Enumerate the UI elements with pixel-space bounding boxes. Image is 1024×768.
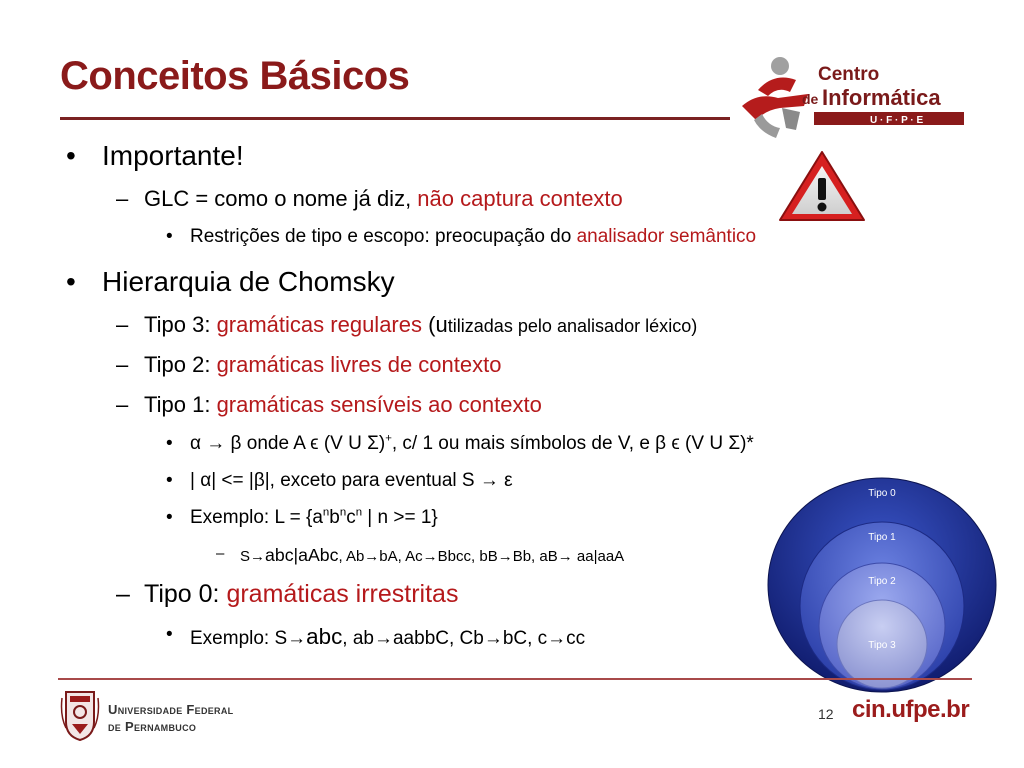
bullet-dot: • [66,140,76,171]
bullet-dot: • [166,226,173,247]
dash: – [116,580,130,608]
text-segment: Exemplo: S→ [190,628,307,649]
bullet-dot: • [66,266,76,297]
label-tipo0: Tipo 0 [868,488,896,499]
subsubbullet-text [190,624,585,650]
highlight-text: gramáticas irrestritas [226,580,459,608]
university-line1: Universidade Federal [108,702,234,717]
cin-logo-line3: U · F · P · E [870,115,924,126]
text-segment: Tipo 3: [144,312,217,337]
title-divider [60,117,730,120]
dash: – [116,392,129,417]
university-name [108,701,233,735]
text-segment: (u [422,312,448,337]
superscript: n [355,506,363,519]
text-segment: c [346,507,356,528]
highlight-text: gramáticas livres de contexto [216,352,502,377]
text-segment: abc [306,624,343,649]
dash: – [116,186,129,211]
dash: – [116,352,129,377]
bullet-dot: • [166,507,173,528]
label-tipo3: Tipo 3 [868,640,896,651]
cin-logo-figure-icon [742,57,808,138]
bullet-text: Hierarquia de Chomsky [102,266,395,297]
subbullet-text [144,352,501,378]
cin-logo-line2: Informática [822,85,941,110]
highlight-text: não captura contexto [417,186,623,211]
text-segment: , c/ 1 ou mais símbolos de V, e β ϵ (V U Σ)* [391,433,754,454]
label-tipo1: Tipo 1 [868,532,896,543]
chomsky-hierarchy-diagram [766,476,1002,698]
superscript: n [322,506,330,519]
text-segment: , Ab→bA, Ac→Bbcc, bB→Bb, aB→ aa|aaA [338,548,625,565]
dash: – [216,545,225,562]
highlight-text: gramáticas regulares [216,312,422,337]
production-text [240,545,624,566]
text-segment: Exemplo: L = {a [190,507,323,528]
university-line2: de Pernambuco [108,719,197,734]
cin-logo-line2-prefix: de [802,91,819,107]
subbullet-text [144,580,458,609]
text-segment: S→ [240,548,266,565]
cin-logo-line1: Centro [818,64,880,85]
text-segment: tilizadas pelo analisador léxico) [447,316,698,336]
subbullet-text [144,312,697,338]
bullet-text: Importante! [102,140,244,171]
warning-icon [776,148,868,224]
dash: – [116,312,129,337]
text-segment: Tipo 1: [144,392,217,417]
subsubbullet-text [190,433,754,455]
text-segment: Tipo 2: [144,352,217,377]
text-segment: α → β onde A ϵ (V U Σ) [190,433,386,454]
text-segment: Restrições de tipo e escopo: preocupação do [190,226,577,247]
page-number: 12 [818,706,834,722]
subbullet-text [144,186,623,212]
text-segment: Tipo 0: [144,580,227,608]
text-segment: , ab→aabbC, Cb→bC, c→cc [342,628,586,649]
text-segment: abc|aAbc [265,545,339,565]
highlight-text: analisador semântico [576,226,757,247]
subsubbullet-text [190,507,438,529]
bullet-dot: • [166,624,173,645]
subsubbullet-text [190,226,756,248]
footer-divider [58,678,972,680]
text-segment: GLC = como o nome já diz, [144,186,418,211]
superscript: n [339,506,347,519]
superscript: + [385,432,392,445]
ufpe-crest-icon [60,688,100,742]
label-tipo2: Tipo 2 [868,576,896,587]
subbullet-text [144,392,542,418]
bullet-dot: • [166,470,173,491]
text-segment: b [329,507,340,528]
cin-logo [738,50,974,140]
subsubbullet-text: | α| <= |β|, exceto para eventual S → ε [190,470,513,491]
site-logo-text: cin.ufpe.br [852,696,970,723]
highlight-text: gramáticas sensíveis ao contexto [216,392,542,417]
slide-title: Conceitos Básicos [60,54,410,98]
bullet-dot: • [166,433,173,454]
text-segment: | n >= 1} [362,507,438,528]
